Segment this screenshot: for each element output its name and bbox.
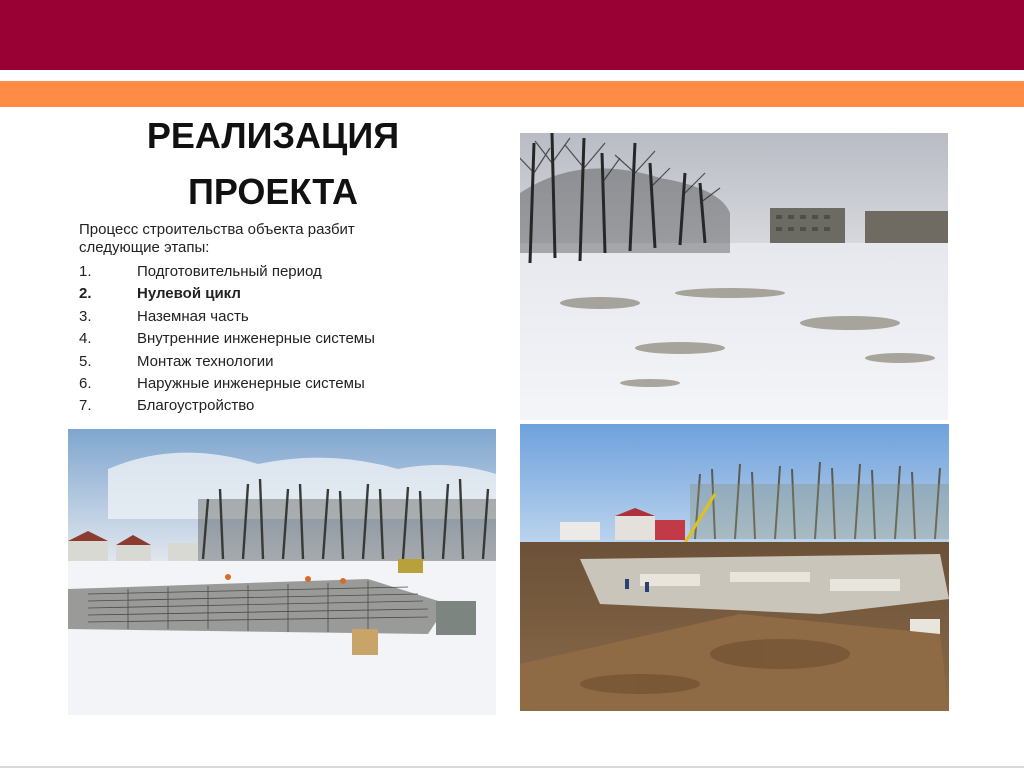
stage-number: 4. [79, 330, 92, 348]
stage-item [79, 328, 439, 350]
stage-item [79, 306, 439, 328]
foundation-winter-photo [68, 429, 496, 715]
stage-label: Внутренние инженерные системы [137, 330, 375, 348]
stage-item [79, 373, 439, 395]
stages-list [79, 261, 439, 418]
title-line-1: РЕАЛИЗАЦИЯ [146, 115, 400, 156]
stage-item [79, 283, 439, 305]
stage-number: 1. [79, 263, 92, 280]
slide-title [68, 108, 478, 220]
stage-number: 7. [79, 397, 92, 415]
foundation-spring-photo [520, 424, 949, 711]
stage-label: Наружные инженерные системы [137, 374, 365, 392]
stage-number: 5. [79, 352, 92, 370]
stage-label: Наземная часть [137, 307, 249, 325]
snowy-site-photo [520, 133, 948, 420]
stage-number: 3. [79, 307, 92, 325]
stage-item [79, 261, 439, 283]
stage-label: Монтаж технологии [137, 352, 274, 370]
stage-item [79, 351, 439, 373]
stage-number: 2. [79, 285, 92, 303]
stage-label: Подготовительный период [137, 263, 322, 280]
title-line-2: ПРОЕКТА [187, 171, 358, 212]
stage-number: 6. [79, 374, 92, 392]
accent-band [0, 81, 1024, 107]
stage-label: Благоустройство [137, 397, 255, 415]
intro-text: Процесс строительства объекта разбит следующие этапы: [79, 221, 355, 256]
stage-item [79, 395, 439, 417]
header-band [0, 0, 1024, 70]
stage-label: Нулевой цикл [137, 285, 241, 303]
